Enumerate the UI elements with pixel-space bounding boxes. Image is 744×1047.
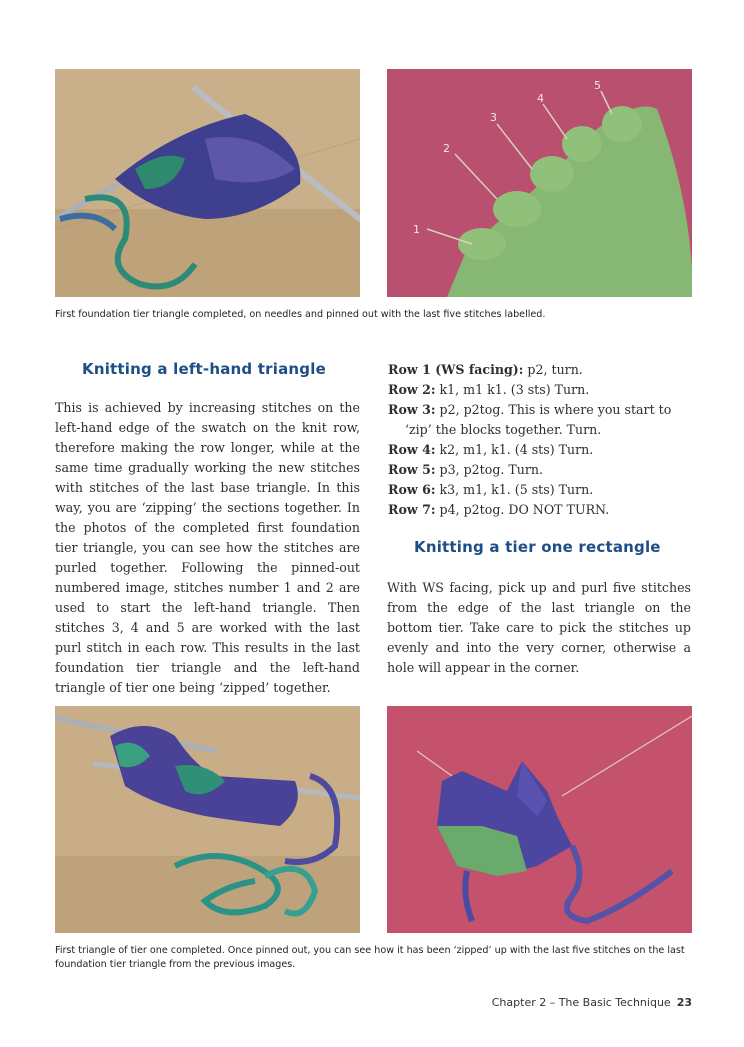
row-instructions <box>388 360 698 520</box>
row-text: p3, p2tog. Turn. <box>435 462 544 477</box>
row-instruction <box>388 440 698 460</box>
footer-chapter: Chapter 2 – The Basic Technique <box>491 996 671 1009</box>
row-label: Row 5: <box>388 462 436 477</box>
pin-label-4: 4 <box>537 92 544 105</box>
page-footer <box>492 996 692 1009</box>
row-text: p2, p2tog. This is where you start to ‘zip’ the blocks together. Turn. <box>405 402 672 437</box>
heading-left-hand-triangle: Knitting a left-hand triangle <box>82 360 326 378</box>
row-instruction <box>388 360 698 380</box>
pin-label-2: 2 <box>443 142 450 155</box>
paragraph-tier-one-rectangle-text: With WS facing, pick up and purl five stitches from the edge of the last triangle on the bottom tier. Take care to pick the stitches up evenly and into the very corner, otherwise a hole will appear in the corner. <box>387 580 691 675</box>
row-label: Row 6: <box>388 482 436 497</box>
photo-tier-one-pinned-out <box>387 706 692 933</box>
page-number: 23 <box>676 996 692 1009</box>
paragraph-tier-one-rectangle <box>387 578 691 678</box>
row-label: Row 2: <box>388 382 436 397</box>
paragraph-left-hand-triangle-text: This is achieved by increasing stitches on the left-hand edge of the swatch on the knit row, therefore making the row longer, while at the same time gradually working the new stitches with stitches of the last base triangle. In this way, you are ‘zipping’ the sections together. In the photos of the completed first foundation tier triangle, you can see how the stitches are purled together. Following the pinned-out numbered image, stitches number 1 and 2 are used to start the left-hand triangle. Then stitches 3, 4 and 5 are worked with the last purl stitch in each row. This results in the last foundation tier triangle and the left-hand triangle of tier one being ‘zipped’ together. <box>55 400 360 695</box>
paragraph-left-hand-triangle <box>55 398 360 698</box>
row-text: k1, m1 k1. (3 sts) Turn. <box>435 382 590 397</box>
row-text: p4, p2tog. DO NOT TURN. <box>435 502 610 517</box>
row-instruction <box>388 380 698 400</box>
heading-tier-one-rectangle: Knitting a tier one rectangle <box>414 538 661 556</box>
row-label: Row 7: <box>388 502 436 517</box>
row-text: p2, turn. <box>523 362 583 377</box>
photo-pinned-out-numbered <box>387 69 692 297</box>
row-instruction <box>388 460 698 480</box>
pin-label-3: 3 <box>490 111 497 124</box>
photo-needles-foundation-triangle <box>55 69 360 297</box>
row-text: k3, m1, k1. (5 sts) Turn. <box>435 482 594 497</box>
caption-top: First foundation tier triangle completed, on needles and pinned out with the last five stitches labelled. <box>55 309 546 320</box>
caption-bottom: First triangle of tier one completed. Once pinned out, you can see how it has been ‘zipped’ up with the last five stitches on the last foundation tier triangle from the previous images. <box>55 945 685 970</box>
row-text: k2, m1, k1. (4 sts) Turn. <box>435 442 594 457</box>
pin-label-1: 1 <box>413 223 420 236</box>
photo-tier-one-on-needles <box>55 706 360 933</box>
row-instruction <box>388 500 698 520</box>
row-instruction <box>388 400 698 440</box>
row-label: Row 1 (WS facing): <box>388 362 524 377</box>
row-label: Row 3: <box>388 402 436 417</box>
row-instruction <box>388 480 698 500</box>
row-label: Row 4: <box>388 442 436 457</box>
pin-label-5: 5 <box>594 79 601 92</box>
